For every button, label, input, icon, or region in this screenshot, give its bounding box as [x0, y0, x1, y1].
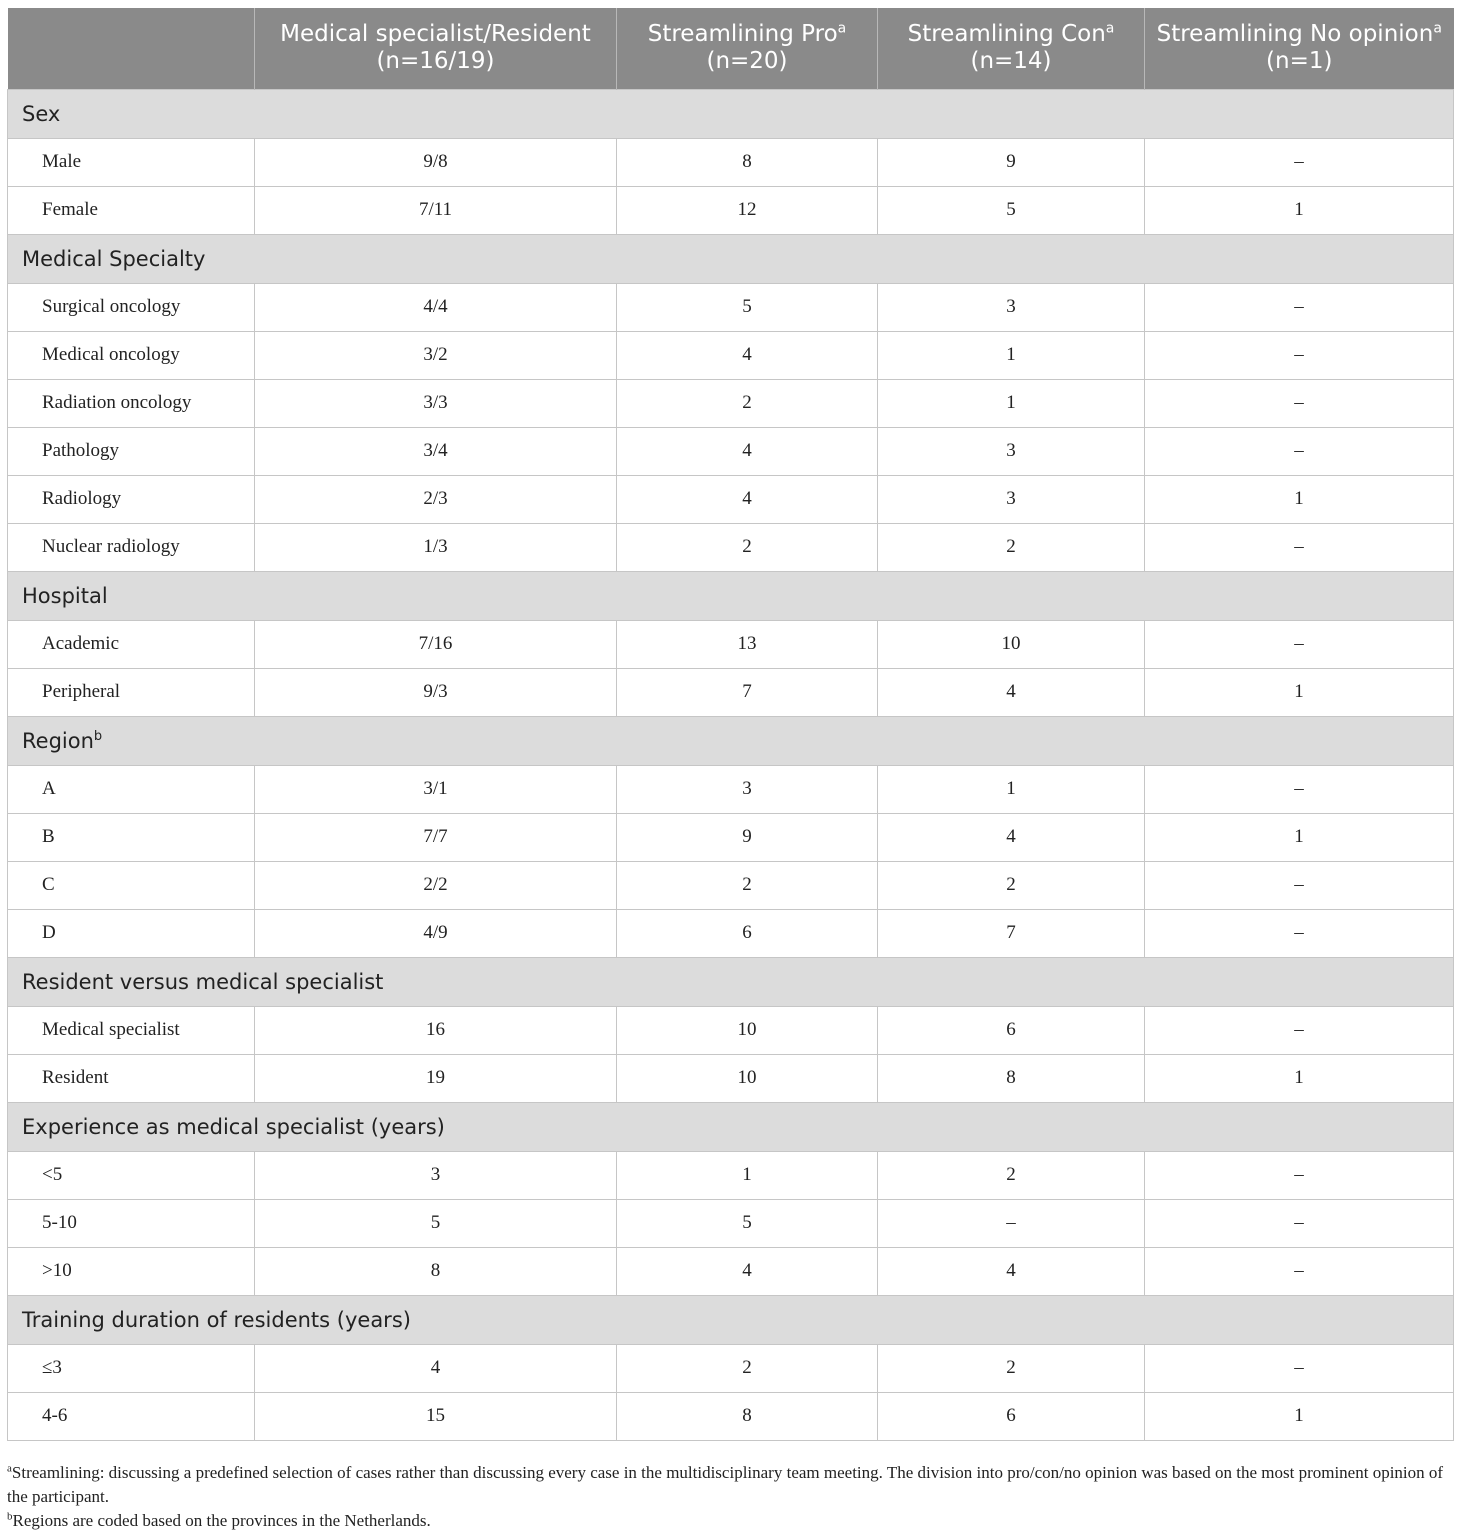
table-cell: 4/4 [255, 283, 617, 331]
row-label: Medical specialist [8, 1006, 255, 1054]
table-cell: 1 [878, 331, 1145, 379]
row-label: Surgical oncology [8, 283, 255, 331]
table-cell: 4 [617, 331, 878, 379]
table-cell: 3 [878, 283, 1145, 331]
section-title-text: Hospital [22, 583, 108, 608]
section-title [8, 571, 1454, 620]
table-cell: 12 [617, 186, 878, 234]
table-cell: – [1145, 1247, 1454, 1295]
table-cell: – [1145, 909, 1454, 957]
table-cell: 1 [878, 765, 1145, 813]
table-cell: 6 [617, 909, 878, 957]
table-cell: 3/4 [255, 427, 617, 475]
table-cell: 1 [878, 379, 1145, 427]
row-label: Female [8, 186, 255, 234]
table-cell: 3/3 [255, 379, 617, 427]
table-cell: 3 [617, 765, 878, 813]
table-cell: – [1145, 620, 1454, 668]
table-cell: 7 [617, 668, 878, 716]
table-cell: 2 [878, 1151, 1145, 1199]
section-title-text: Resident versus medical specialist [22, 969, 384, 994]
footnote-mark: a [837, 20, 847, 37]
header-col-count: (n=16/19) [376, 48, 495, 75]
table-header [8, 8, 1454, 89]
section-row [8, 234, 1454, 283]
table-cell: 2 [617, 523, 878, 571]
section-title [8, 234, 1454, 283]
header-col-title: Streamlining Con [907, 21, 1106, 48]
table-row [8, 1151, 1454, 1199]
footnote-text: Streamlining: discussing a predefined selection of cases rather than discussing every case in the multidisciplinary team meeting. The division into pro/con/no opinion was based on the most prominent opinion of the participant. [7, 1463, 1444, 1506]
table-cell: 5 [878, 186, 1145, 234]
row-label: Nuclear radiology [8, 523, 255, 571]
table-cell: 8 [255, 1247, 617, 1295]
section-title-text: Region [22, 728, 94, 753]
footnote-mark: a [1433, 20, 1442, 37]
row-label: <5 [8, 1151, 255, 1199]
table-cell: – [878, 1199, 1145, 1247]
header-col-count: (n=14) [970, 48, 1052, 75]
row-label: 5-10 [8, 1199, 255, 1247]
table-row [8, 813, 1454, 861]
table-cell: 7/11 [255, 186, 617, 234]
table-cell: 2 [878, 523, 1145, 571]
table-row [8, 1054, 1454, 1102]
row-label: D [8, 909, 255, 957]
row-label: Male [8, 138, 255, 186]
row-label: C [8, 861, 255, 909]
table-cell: 2 [878, 861, 1145, 909]
section-title-text: Sex [22, 101, 61, 126]
header-col-title: Streamlining Pro [647, 21, 838, 48]
header-corner [8, 8, 255, 89]
table-cell: 6 [878, 1006, 1145, 1054]
table-cell: 3/2 [255, 331, 617, 379]
header-col-no-opinion [1145, 8, 1454, 89]
header-col-specialist-resident [255, 8, 617, 89]
table-cell: 2 [617, 861, 878, 909]
table-cell: 15 [255, 1392, 617, 1440]
table-cell: 16 [255, 1006, 617, 1054]
table-cell: 4 [878, 668, 1145, 716]
table-cell: 7/16 [255, 620, 617, 668]
table-row [8, 1392, 1454, 1440]
table-cell: 9/8 [255, 138, 617, 186]
table-row [8, 523, 1454, 571]
section-title [8, 1295, 1454, 1344]
table-row [8, 475, 1454, 523]
table-cell: 3/1 [255, 765, 617, 813]
table-cell: 19 [255, 1054, 617, 1102]
row-label: Peripheral [8, 668, 255, 716]
table-cell: 9 [617, 813, 878, 861]
footnote-mark: a [7, 1462, 12, 1475]
table-cell: 10 [878, 620, 1145, 668]
row-label: B [8, 813, 255, 861]
footnote-mark: b [93, 728, 103, 744]
row-label: Radiology [8, 475, 255, 523]
table-row [8, 765, 1454, 813]
table-cell: – [1145, 1344, 1454, 1392]
table-cell: 1 [1145, 1054, 1454, 1102]
row-label: 4-6 [8, 1392, 255, 1440]
table-row [8, 1006, 1454, 1054]
table-cell: 7 [878, 909, 1145, 957]
table-cell: 4 [878, 813, 1145, 861]
header-col-title: Streamlining No opinion [1156, 21, 1434, 48]
table-row [8, 861, 1454, 909]
section-title-text: Experience as medical specialist (years) [22, 1114, 445, 1139]
footnote-mark: b [7, 1510, 13, 1523]
row-label: A [8, 765, 255, 813]
table-cell: 1/3 [255, 523, 617, 571]
table-cell: – [1145, 379, 1454, 427]
table-row [8, 331, 1454, 379]
table-row [8, 1247, 1454, 1295]
table-cell: 7/7 [255, 813, 617, 861]
table-cell: 1 [1145, 475, 1454, 523]
header-col-count: (n=20) [706, 48, 788, 75]
section-title-text: Medical Specialty [22, 246, 206, 271]
section-title [8, 89, 1454, 138]
row-label: >10 [8, 1247, 255, 1295]
table-cell: 2 [878, 1344, 1145, 1392]
table-cell: – [1145, 1151, 1454, 1199]
table-cell: 8 [617, 1392, 878, 1440]
footnote-mark: a [1105, 20, 1115, 37]
table-cell: – [1145, 1199, 1454, 1247]
table-cell: 1 [1145, 813, 1454, 861]
section-row [8, 957, 1454, 1006]
section-title-text: Training duration of residents (years) [22, 1307, 411, 1332]
table-cell: 3 [878, 475, 1145, 523]
demographics-table [7, 8, 1454, 1441]
row-label: Pathology [8, 427, 255, 475]
table-cell: 4 [617, 475, 878, 523]
table-cell: – [1145, 427, 1454, 475]
footnotes [7, 1461, 1453, 1533]
table-cell: 8 [617, 138, 878, 186]
table-cell: 2 [617, 379, 878, 427]
header-col-count: (n=1) [1266, 48, 1333, 75]
table-cell: – [1145, 861, 1454, 909]
table-cell: 4 [617, 427, 878, 475]
section-row [8, 571, 1454, 620]
row-label: ≤3 [8, 1344, 255, 1392]
table-cell: 5 [617, 283, 878, 331]
section-title [8, 716, 1454, 765]
table-cell: 5 [617, 1199, 878, 1247]
table-row [8, 1199, 1454, 1247]
table-row [8, 138, 1454, 186]
header-col-con [878, 8, 1145, 89]
row-label: Radiation oncology [8, 379, 255, 427]
table-cell: – [1145, 765, 1454, 813]
table-cell: 3 [878, 427, 1145, 475]
table-row [8, 427, 1454, 475]
section-row [8, 1102, 1454, 1151]
table-cell: 10 [617, 1006, 878, 1054]
row-label: Academic [8, 620, 255, 668]
table-cell: 1 [1145, 186, 1454, 234]
table-cell: – [1145, 523, 1454, 571]
table-cell: 8 [878, 1054, 1145, 1102]
table-cell: 4 [255, 1344, 617, 1392]
table-row [8, 909, 1454, 957]
table-cell: – [1145, 138, 1454, 186]
table-row [8, 1344, 1454, 1392]
footnote-a [7, 1461, 1453, 1509]
row-label: Resident [8, 1054, 255, 1102]
table-row [8, 186, 1454, 234]
table-cell: 10 [617, 1054, 878, 1102]
table-cell: – [1145, 331, 1454, 379]
table-row [8, 620, 1454, 668]
table-cell: 1 [617, 1151, 878, 1199]
table-cell: 4 [617, 1247, 878, 1295]
table-cell: 13 [617, 620, 878, 668]
section-title [8, 1102, 1454, 1151]
table-cell: 9 [878, 138, 1145, 186]
table-cell: 4/9 [255, 909, 617, 957]
footnote-text: Regions are coded based on the provinces in the Netherlands. [12, 1511, 431, 1530]
table-cell: 4 [878, 1247, 1145, 1295]
table-cell: 1 [1145, 668, 1454, 716]
table-cell: 6 [878, 1392, 1145, 1440]
table-row [8, 283, 1454, 331]
table-cell: 9/3 [255, 668, 617, 716]
table-body [8, 89, 1454, 1440]
table-row [8, 668, 1454, 716]
table-cell: 2 [617, 1344, 878, 1392]
row-label: Medical oncology [8, 331, 255, 379]
table-cell: 2/3 [255, 475, 617, 523]
section-row [8, 89, 1454, 138]
table-container [7, 8, 1453, 1441]
table-cell: – [1145, 283, 1454, 331]
header-col-pro [617, 8, 878, 89]
table-cell: 3 [255, 1151, 617, 1199]
table-cell: 2/2 [255, 861, 617, 909]
table-cell: – [1145, 1006, 1454, 1054]
section-row [8, 1295, 1454, 1344]
section-row [8, 716, 1454, 765]
table-cell: 1 [1145, 1392, 1454, 1440]
table-cell: 5 [255, 1199, 617, 1247]
footnote-b [7, 1509, 1453, 1533]
header-col-title: Medical specialist/Resident [280, 21, 591, 48]
table-row [8, 379, 1454, 427]
section-title [8, 957, 1454, 1006]
